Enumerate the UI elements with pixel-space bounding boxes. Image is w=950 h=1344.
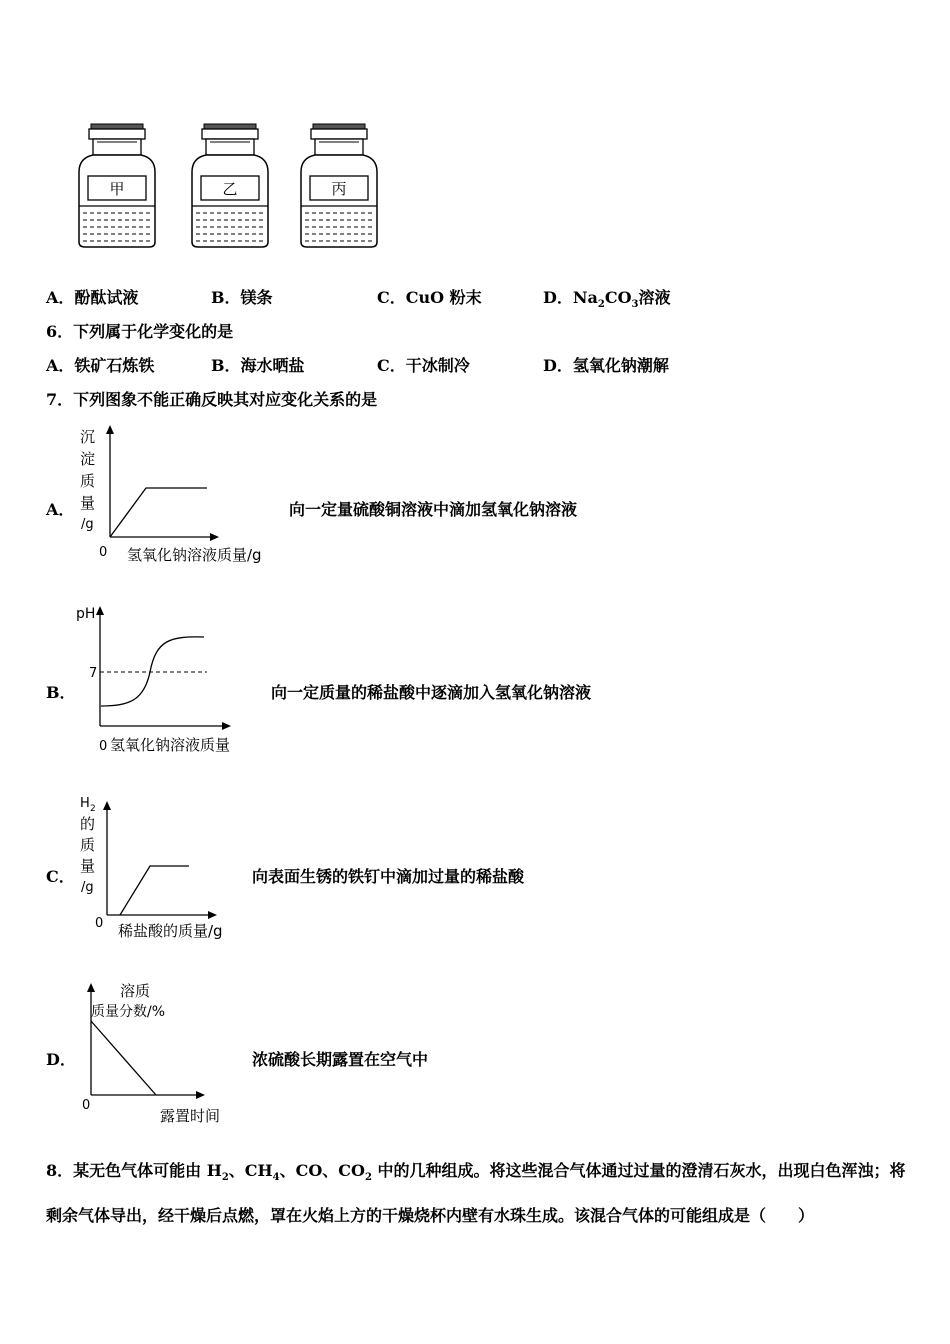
graph-a-ylabel-4: 量: [80, 494, 96, 512]
bottle-jia: [79, 124, 155, 247]
option-letter: D．: [543, 288, 573, 307]
graph-c-ylabel-top: H: [80, 796, 90, 811]
q7-option-b-letter[interactable]: B．: [46, 683, 76, 702]
option-text: 氢氧化钠潮解: [572, 356, 669, 375]
bottles-figure: [70, 115, 390, 250]
graph-a-ylabel-5: /g: [81, 517, 94, 532]
option-text: 酚酞试液: [74, 288, 139, 307]
q7-option-a-description: 向一定量硫酸铜溶液中滴加氢氧化钠溶液: [289, 500, 578, 519]
graph-c-ylabel-4: /g: [81, 880, 94, 895]
q6-option-c[interactable]: [377, 353, 470, 376]
graph-c-origin: 0: [95, 916, 104, 931]
subscript: 2: [364, 1172, 372, 1184]
bottle-label-jia: 甲: [109, 180, 125, 198]
graph-c-curve: [120, 866, 189, 915]
graph-a-ylabel-3: 质: [80, 472, 96, 490]
graph-d-x-arrow: [196, 1091, 205, 1099]
graph-a-ylabel-1: 沉: [80, 428, 96, 446]
bottle-yi: [192, 124, 268, 247]
graph-c-xlabel: 稀盐酸的质量/g: [118, 922, 223, 940]
q6-option-a[interactable]: [46, 353, 154, 376]
subscript: 2: [221, 1172, 229, 1184]
option-letter: C．: [377, 288, 406, 307]
option-letter: A．: [46, 288, 75, 307]
q5-option-b[interactable]: [211, 285, 273, 308]
graph-d-xlabel: 露置时间: [160, 1107, 221, 1125]
q7-graph-a: [70, 420, 290, 570]
option-letter: C．: [377, 356, 406, 375]
graph-b-ylabel: pH: [76, 606, 96, 622]
graph-a-ylabel-2: 淀: [80, 450, 96, 468]
graph-c-y-arrow: [103, 801, 111, 810]
option-text: 溶液: [638, 288, 671, 307]
graph-d-origin: 0: [82, 1098, 91, 1113]
option-text: CO: [604, 288, 632, 307]
q7-graph-d: [70, 975, 260, 1130]
option-letter: B．: [211, 288, 241, 307]
q5-option-a[interactable]: [46, 285, 138, 308]
graph-b-origin: 0: [99, 739, 108, 754]
q6-stem: 6．下列属于化学变化的是: [46, 322, 234, 341]
q8-text: 8．某无色气体可能由 H: [46, 1161, 222, 1180]
graph-a-x-arrow: [210, 533, 219, 541]
subscript: 3: [631, 299, 639, 311]
q5-option-c[interactable]: [377, 285, 482, 308]
graph-b-curve: [101, 637, 204, 706]
graph-a-curve: [110, 488, 207, 537]
option-letter: A．: [46, 356, 75, 375]
q7-option-c-description: 向表面生锈的铁钉中滴加过量的稀盐酸: [252, 867, 525, 886]
graph-a-y-arrow: [106, 425, 114, 434]
q5-option-d[interactable]: [543, 285, 671, 310]
q8-stem: [46, 1152, 911, 1235]
graph-c-ylabel-sub: 2: [90, 804, 96, 814]
subscript: 2: [597, 299, 605, 311]
q8-text: 、CO、CO: [279, 1161, 365, 1180]
graph-d-y-arrow: [87, 983, 95, 992]
graph-c-ylabel-3: 量: [80, 857, 96, 875]
graph-c-x-arrow: [208, 911, 217, 919]
q7-option-a-letter[interactable]: A．: [46, 500, 75, 519]
q6-option-d[interactable]: [543, 353, 669, 376]
graph-c-ylabel-1: 的: [80, 815, 96, 833]
option-text: CuO 粉末: [405, 288, 482, 307]
option-letter: D．: [543, 356, 573, 375]
q7-graph-b: [70, 598, 270, 758]
q7-option-c-letter[interactable]: C．: [46, 867, 75, 886]
q8-text: 中的几种组成。将这些混合气体通过过量的澄清石灰水，出现白色浑浊；将剩余气体导出，经干燥后点燃，罩在火焰上方的干燥烧杯内壁有水珠生成。该混合气体的可能组成是（ ）: [46, 1161, 906, 1226]
graph-b-x-arrow: [222, 722, 231, 730]
q7-graph-c: [70, 787, 260, 947]
q7-stem: 7．下列图象不能正确反映其对应变化关系的是: [46, 390, 378, 409]
graph-c-ylabel-2: 质: [80, 836, 96, 854]
graph-b-y-arrow: [96, 606, 104, 615]
q8-text: 、CH: [228, 1161, 273, 1180]
q7-option-b-description: 向一定质量的稀盐酸中逐滴加入氢氧化钠溶液: [271, 683, 592, 702]
bottle-label-bing: 丙: [331, 180, 347, 198]
option-text: 铁矿石炼铁: [74, 356, 155, 375]
option-letter: B．: [211, 356, 241, 375]
bottle-label-yi: 乙: [222, 180, 238, 198]
subscript: 4: [272, 1172, 280, 1184]
graph-a-xlabel: 氢氧化钠溶液质量/g: [127, 546, 262, 564]
q7-option-d-letter[interactable]: D．: [46, 1050, 76, 1069]
graph-b-xlabel: 氢氧化钠溶液质量: [110, 736, 231, 754]
graph-d-ylabel-2: 质量分数/%: [91, 1004, 166, 1020]
graph-a-origin: 0: [99, 545, 108, 560]
bottle-bing: [301, 124, 377, 247]
option-text: 干冰制冷: [405, 356, 470, 375]
q6-option-b[interactable]: [211, 353, 305, 376]
graph-d-ylabel-1: 溶质: [120, 982, 151, 1000]
graph-b-ref-value: 7: [89, 666, 98, 681]
option-text: 镁条: [240, 288, 273, 307]
option-text: Na: [572, 288, 598, 307]
graph-d-curve: [91, 1021, 156, 1095]
option-text: 海水晒盐: [240, 356, 305, 375]
q7-option-d-description: 浓硫酸长期露置在空气中: [252, 1050, 429, 1069]
